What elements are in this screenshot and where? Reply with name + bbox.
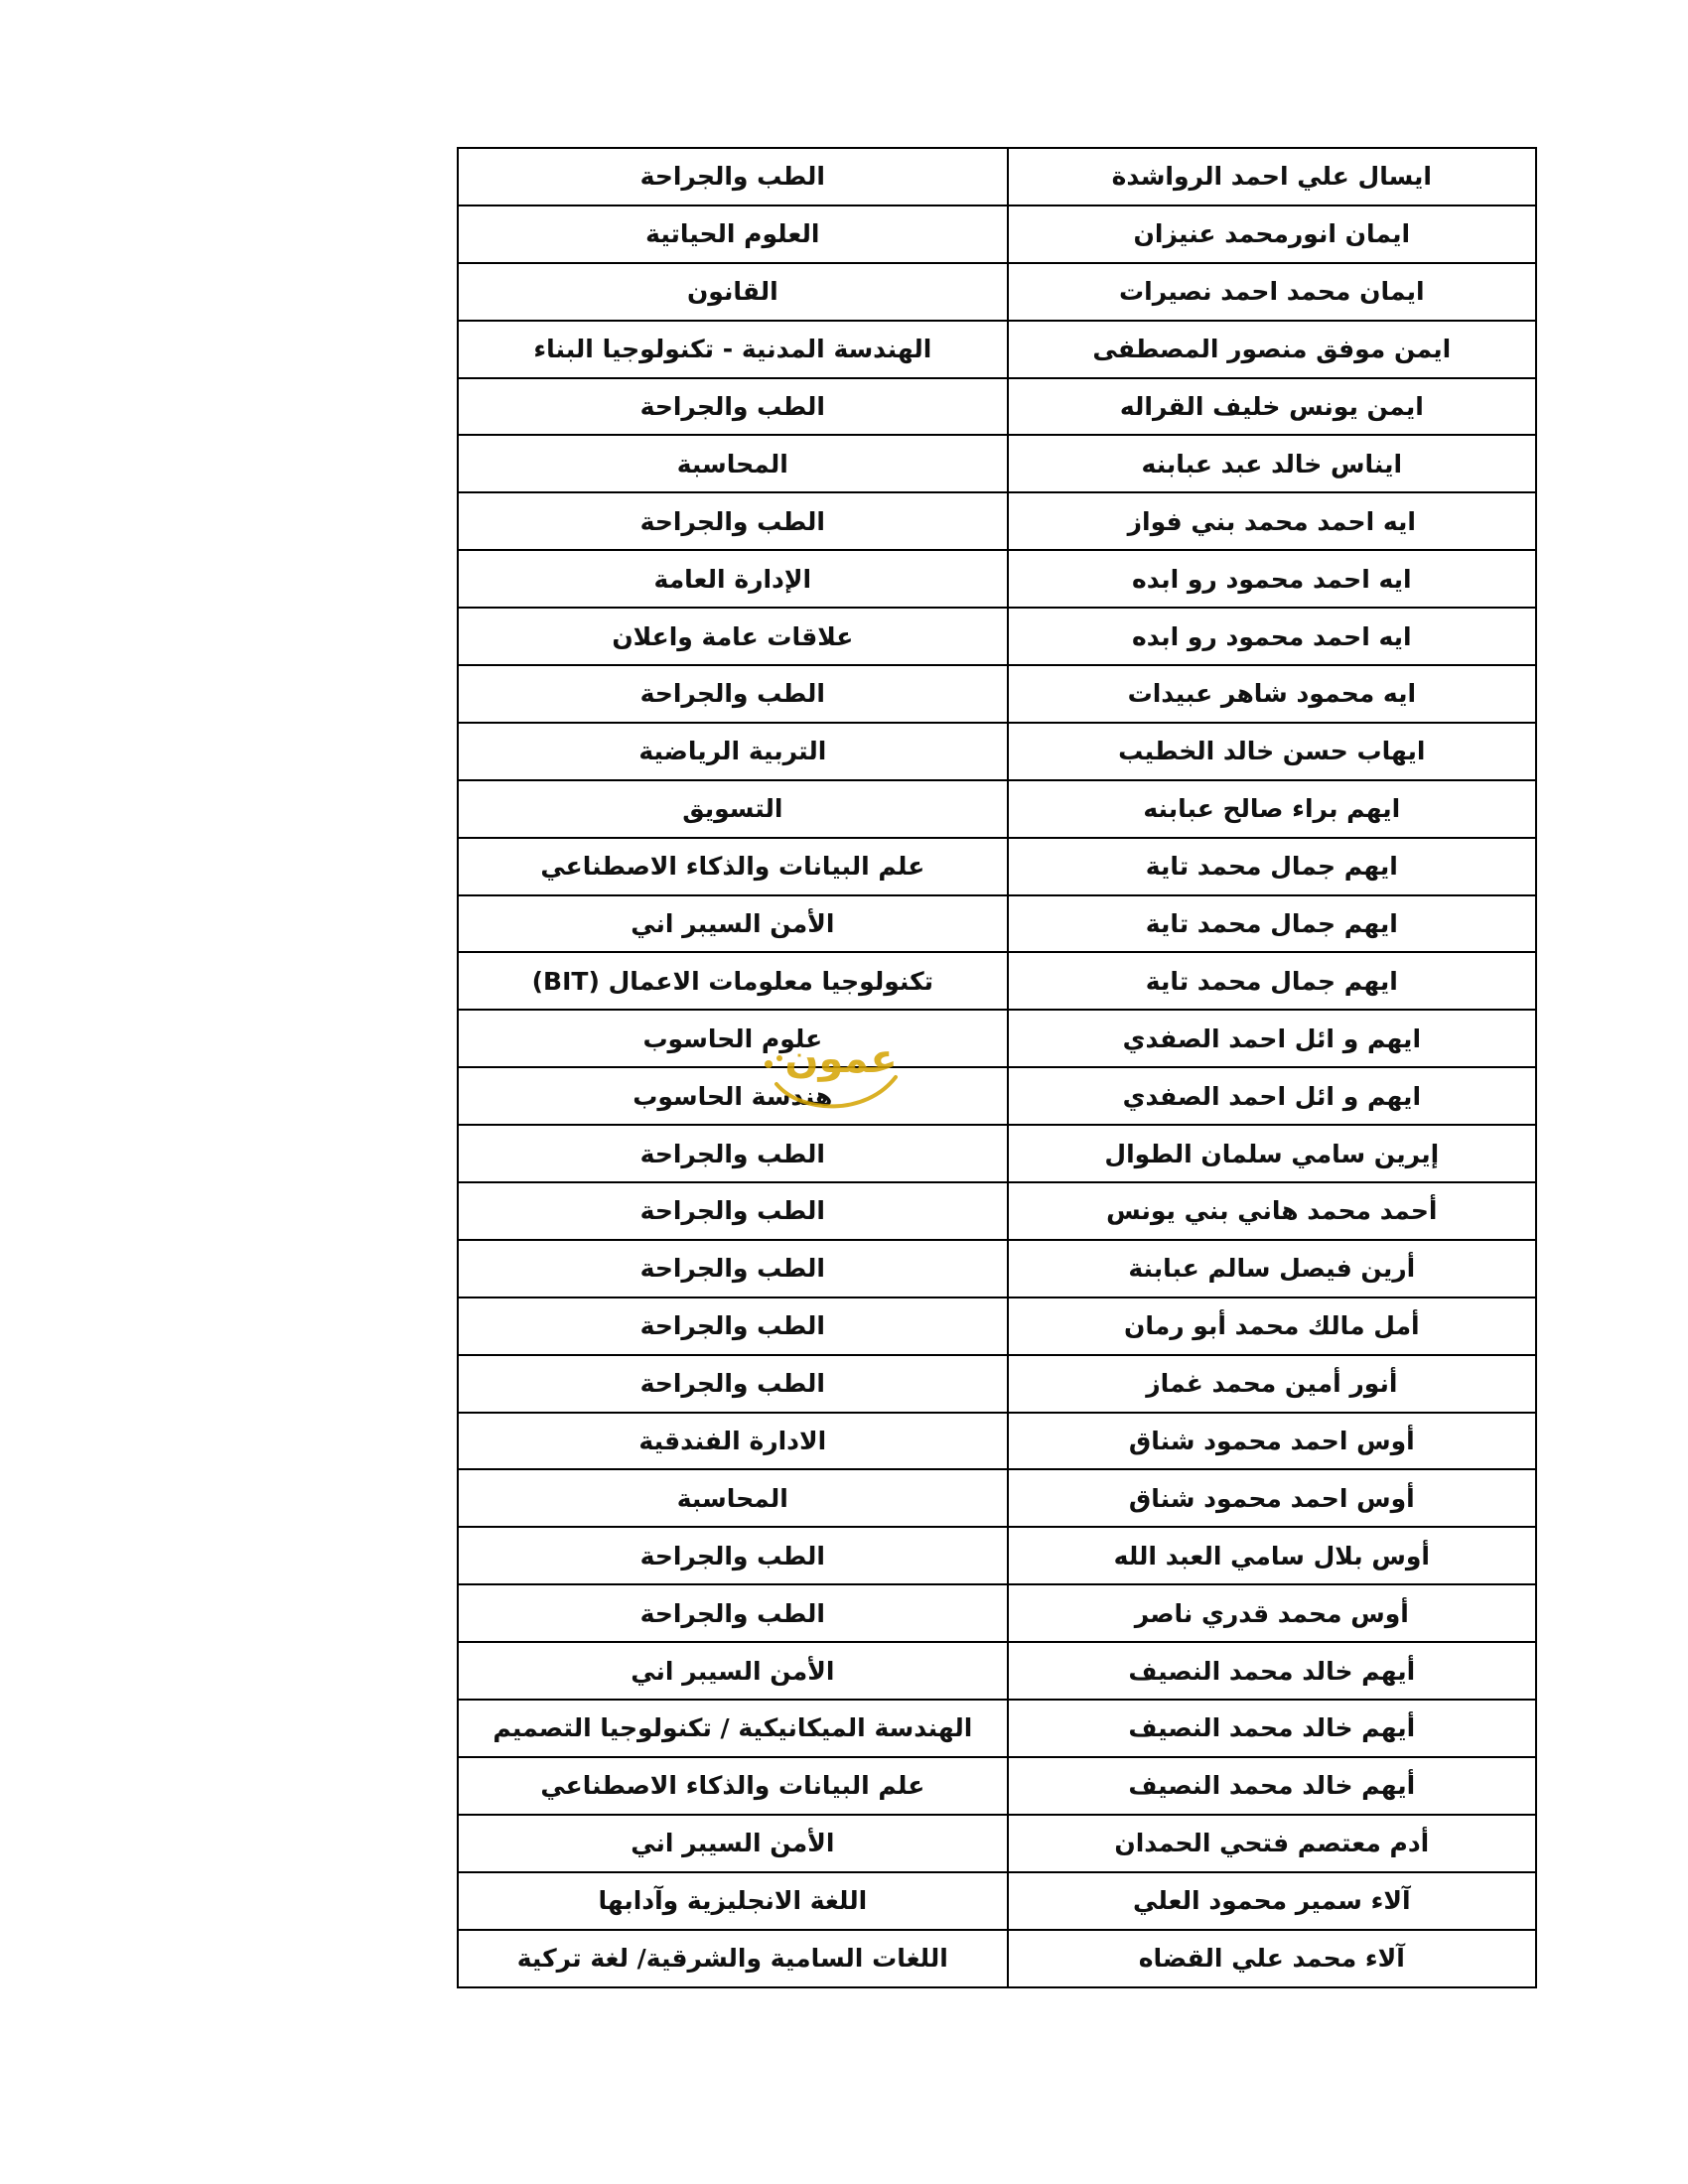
student-major: علاقات عامة واعلان	[458, 608, 1008, 665]
student-name: ايهم و ائل احمد الصفدي	[1008, 1067, 1536, 1125]
student-major: الأمن السيبر اني	[458, 895, 1008, 953]
student-major: تكنولوجيا معلومات الاعمال (BIT)	[458, 952, 1008, 1010]
student-name: ايهم جمال محمد تاية	[1008, 838, 1536, 895]
student-name: ايمان انورمحمد عنيزان	[1008, 205, 1536, 263]
table-row	[458, 263, 1536, 321]
student-major: اللغة الانجليزية وآدابها	[458, 1872, 1008, 1930]
table-row	[458, 1872, 1536, 1930]
student-name: ايسال علي احمد الرواشدة	[1008, 148, 1536, 205]
table-row	[458, 1355, 1536, 1413]
student-name: أوس بلال سامي العبد الله	[1008, 1527, 1536, 1584]
student-name: ايهم جمال محمد تاية	[1008, 895, 1536, 953]
student-major: الهندسة الميكانيكية / تكنولوجيا التصميم	[458, 1700, 1008, 1757]
table-row	[458, 1413, 1536, 1470]
student-name: أوس احمد محمود شناق	[1008, 1413, 1536, 1470]
student-name: أمل مالك محمد أبو رمان	[1008, 1297, 1536, 1355]
table-row	[458, 321, 1536, 378]
student-major: الطب والجراحة	[458, 1527, 1008, 1584]
table-row	[458, 1584, 1536, 1642]
student-name: ايه احمد محمود رو ابده	[1008, 550, 1536, 608]
student-major: علم البيانات والذكاء الاصطناعي	[458, 1757, 1008, 1815]
table-row	[458, 952, 1536, 1010]
student-major: الطب والجراحة	[458, 1125, 1008, 1182]
table-row	[458, 1297, 1536, 1355]
student-major: الهندسة المدنية - تكنولوجيا البناء	[458, 321, 1008, 378]
student-major: التربية الرياضية	[458, 723, 1008, 780]
table-row	[458, 665, 1536, 723]
table-row	[458, 205, 1536, 263]
student-name: أنور أمين محمد غماز	[1008, 1355, 1536, 1413]
table-row	[458, 1469, 1536, 1527]
student-name: أوس احمد محمود شناق	[1008, 1469, 1536, 1527]
students-table	[457, 147, 1537, 1988]
student-name: إيرين سامي سلمان الطوال	[1008, 1125, 1536, 1182]
student-name: ايهاب حسن خالد الخطيب	[1008, 723, 1536, 780]
table-row	[458, 1527, 1536, 1584]
table-row	[458, 1182, 1536, 1240]
student-name: أيهم خالد محمد النصيف	[1008, 1700, 1536, 1757]
student-major: الطب والجراحة	[458, 1182, 1008, 1240]
table-row	[458, 1010, 1536, 1067]
student-name: أيهم خالد محمد النصيف	[1008, 1757, 1536, 1815]
student-major: المحاسبة	[458, 1469, 1008, 1527]
student-major: الطب والجراحة	[458, 1355, 1008, 1413]
student-name: أدم معتصم فتحي الحمدان	[1008, 1815, 1536, 1872]
student-major: هندسة الحاسوب	[458, 1067, 1008, 1125]
student-major: الطب والجراحة	[458, 148, 1008, 205]
student-major: الطب والجراحة	[458, 1240, 1008, 1297]
table-row	[458, 1125, 1536, 1182]
student-name: ايمان محمد احمد نصيرات	[1008, 263, 1536, 321]
table-row	[458, 492, 1536, 550]
student-name: ايهم و ائل احمد الصفدي	[1008, 1010, 1536, 1067]
table-row	[458, 435, 1536, 492]
student-major: الطب والجراحة	[458, 1584, 1008, 1642]
student-major: القانون	[458, 263, 1008, 321]
student-name: ايه احمد محمد بني فواز	[1008, 492, 1536, 550]
student-major: الطب والجراحة	[458, 492, 1008, 550]
student-major: الطب والجراحة	[458, 378, 1008, 436]
table-row	[458, 723, 1536, 780]
student-name: ايه احمد محمود رو ابده	[1008, 608, 1536, 665]
table-row	[458, 1815, 1536, 1872]
watermark-text: عمون	[784, 1036, 898, 1082]
student-major: الطب والجراحة	[458, 665, 1008, 723]
student-name: ايه محمود شاهر عبيدات	[1008, 665, 1536, 723]
student-major: التسويق	[458, 780, 1008, 838]
student-name: أرين فيصل سالم عبابنة	[1008, 1240, 1536, 1297]
student-name: ايناس خالد عبد عبابنه	[1008, 435, 1536, 492]
table-row	[458, 1757, 1536, 1815]
student-name: أيهم خالد محمد النصيف	[1008, 1642, 1536, 1700]
student-major: العلوم الحياتية	[458, 205, 1008, 263]
student-major: الطب والجراحة	[458, 1297, 1008, 1355]
student-major: الأمن السيبر اني	[458, 1815, 1008, 1872]
student-major: علوم الحاسوب	[458, 1010, 1008, 1067]
table-row	[458, 780, 1536, 838]
student-major: اللغات السامية والشرقية/ لغة تركية	[458, 1930, 1008, 1987]
student-name: ايهم جمال محمد تاية	[1008, 952, 1536, 1010]
student-name: آلاء سمير محمود العلي	[1008, 1872, 1536, 1930]
student-name: ايهم براء صالح عبابنه	[1008, 780, 1536, 838]
table-row	[458, 1930, 1536, 1987]
student-name: آلاء محمد علي القضاه	[1008, 1930, 1536, 1987]
table-row	[458, 378, 1536, 436]
student-name: أحمد محمد هاني بني يونس	[1008, 1182, 1536, 1240]
student-major: الأمن السيبر اني	[458, 1642, 1008, 1700]
table-row	[458, 608, 1536, 665]
table-row	[458, 550, 1536, 608]
student-name: ايمن يونس خليف القراله	[1008, 378, 1536, 436]
table-row	[458, 1240, 1536, 1297]
table-row	[458, 895, 1536, 953]
student-name: أوس محمد قدري ناصر	[1008, 1584, 1536, 1642]
student-major: الإدارة العامة	[458, 550, 1008, 608]
student-major: المحاسبة	[458, 435, 1008, 492]
table-row	[458, 1700, 1536, 1757]
table-row	[458, 838, 1536, 895]
student-major: الادارة الفندقية	[458, 1413, 1008, 1470]
students-table-body	[458, 148, 1536, 1987]
student-name: ايمن موفق منصور المصطفى	[1008, 321, 1536, 378]
table-row	[458, 1642, 1536, 1700]
table-row	[458, 148, 1536, 205]
student-major: علم البيانات والذكاء الاصطناعي	[458, 838, 1008, 895]
table-row	[458, 1067, 1536, 1125]
